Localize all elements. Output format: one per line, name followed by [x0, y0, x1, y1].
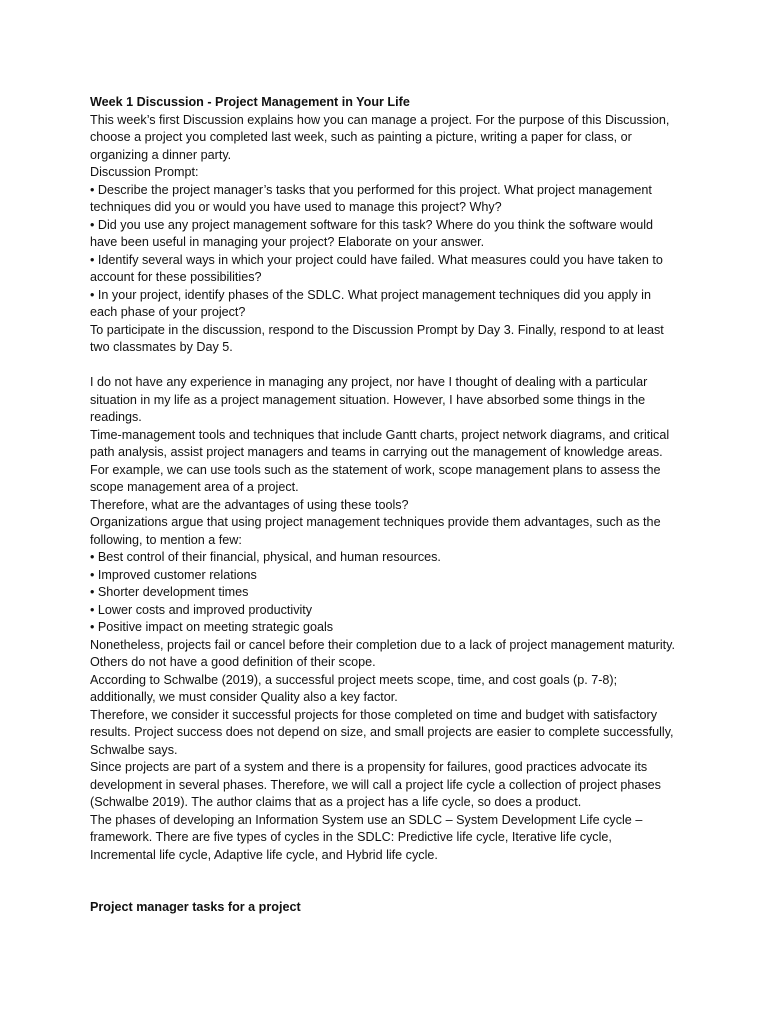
intro-paragraph: This week’s first Discussion explains how you can manage a project. For the purpose of this Discussion, choose a project you completed last week, such as painting a picture, writing a paper for class, or organizing a dinner party. [90, 112, 670, 162]
advantage-item: • Lower costs and improved productivity [90, 602, 313, 617]
response-paragraph: The phases of developing an Information System use an SDLC – System Development Life cycle – framework. There are five types of cycles in the SDLC: Predictive life cycle, Iterative life cycle, Incremental life cycle, Adaptive life cycle, and Hybrid life cycle. [90, 812, 643, 862]
document-page [90, 94, 680, 917]
section-heading: Project manager tasks for a project [90, 900, 301, 914]
advantage-item: • Positive impact on meeting strategic goals [90, 620, 334, 634]
response-paragraph: Organizations argue that using project management techniques provide them advantages, such as the following, to mention a few: [90, 515, 661, 547]
prompt-heading: Discussion Prompt: [90, 165, 199, 179]
response-paragraph: Nonetheless, projects fail or cancel before their completion due to a lack of project management maturity. Others do not have a good definition of their scope. [90, 637, 675, 669]
prompt-item: • Did you use any project management software for this task? Where do you think the software would have been useful in managing your project? Elaborate on your answer. [90, 217, 654, 249]
instructions-paragraph: To participate in the discussion, respond to the Discussion Prompt by Day 3. Finally, respond to at least two classmates by Day 5. [90, 322, 664, 354]
response-paragraph: Time-management tools and techniques that include Gantt charts, project network diagrams, and critical path analysis, assist project managers and teams in carrying out the management of knowledge areas. For example, we can use tools such as the statement of work, scope management plans to assess the scope management area of a project. [90, 427, 670, 494]
prompt-item: • Identify several ways in which your project could have failed. What measures could you have taken to account for these possibilities? [90, 252, 663, 284]
prompt-item: • In your project, identify phases of the SDLC. What project management techniques did you apply in each phase of your project? [90, 287, 651, 319]
advantage-item: • Best control of their financial, physical, and human resources. [90, 550, 441, 564]
response-paragraph: Therefore, what are the advantages of using these tools? [90, 497, 409, 512]
document-title: Week 1 Discussion - Project Management in Your Life [90, 95, 410, 109]
spacer [90, 864, 680, 899]
response-paragraph: I do not have any experience in managing any project, nor have I thought of dealing with a particular situation in my life as a project management situation. However, I have absorbed some things in the readings. [90, 375, 648, 424]
response-paragraph: Since projects are part of a system and there is a propensity for failures, good practices advocate its development in several phases. Therefore, we will call a project life cycle a collection of project phases (Schwalbe 2019). The author claims that as a project has a life cycle, so does a product. [90, 760, 661, 809]
advantage-item: • Shorter development times [90, 585, 249, 599]
spacer [90, 357, 680, 375]
response-paragraph: According to Schwalbe (2019), a successful project meets scope, time, and cost goals (p. 7-8); additionally, we must consider Quality also a key factor. [90, 672, 618, 704]
advantage-item: • Improved customer relations [90, 567, 257, 582]
prompt-item: • Describe the project manager’s tasks that you performed for this project. What project management techniques did you or would you have used to manage this project? Why? [90, 182, 652, 214]
response-paragraph: Therefore, we consider it successful projects for those completed on time and budget with satisfactory results. Project success does not depend on size, and small projects are easier to complete successfully, Schwalbe says. [90, 707, 674, 757]
